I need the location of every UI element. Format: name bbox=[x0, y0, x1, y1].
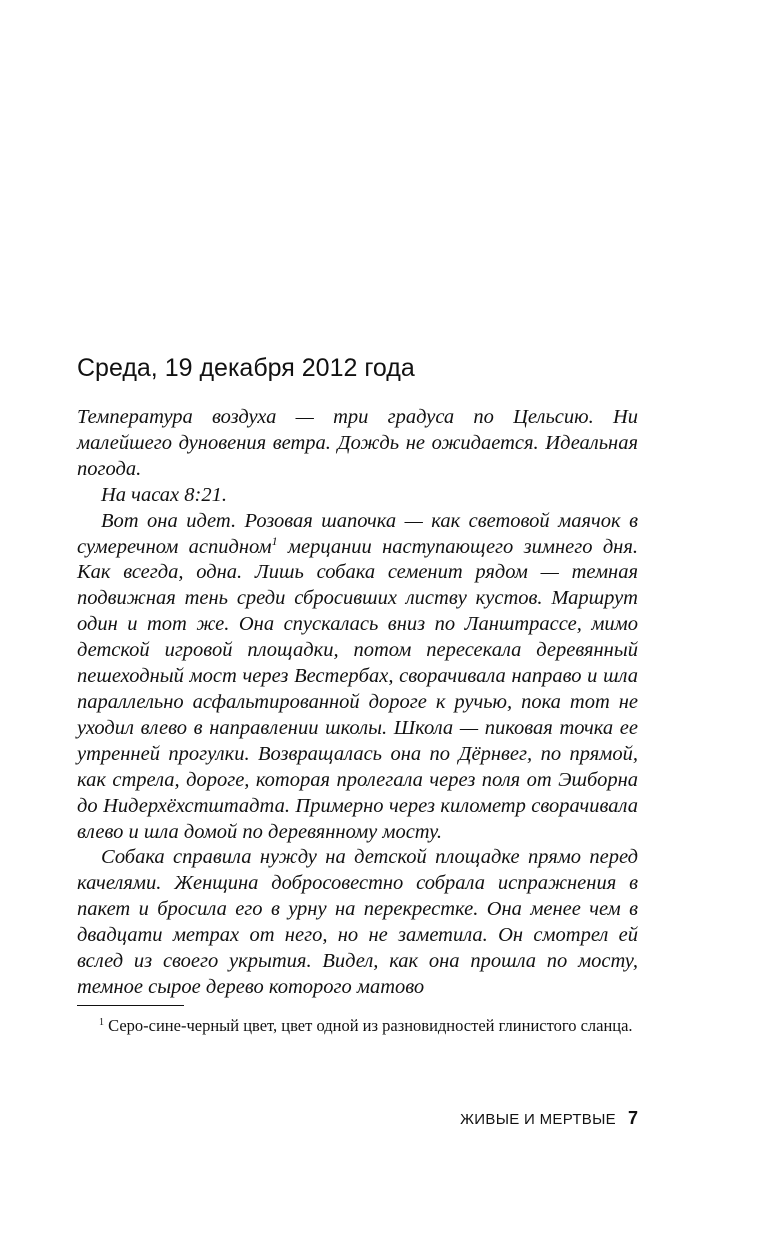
chapter-heading: Среда, 19 декабря 2012 года bbox=[77, 354, 415, 382]
footnote-marker: 1 bbox=[99, 1017, 104, 1028]
footnote-reference: 1 bbox=[271, 533, 278, 548]
paragraph-dog: Собака справила нужду на детской площадке прямо перед качелями. Женщина добросовестно собрала испражнения в пакет и бросила его в урну на перекрестке. Она менее чем в двадцати метрах от него, но не заметила. Он смотрел ей вслед из своего укрытия. Видел, как она прошла по мосту, темное сырое дерево которого матово bbox=[77, 846, 638, 998]
paragraph-time: На часах 8:21. bbox=[101, 483, 227, 506]
page-number: 7 bbox=[627, 1108, 638, 1128]
paragraph-route-text-after: мерцании наступающего зимнего дня. Как всегда, одна. Лишь собака семенит рядом — темная подвижная тень среди сбросивших листву кустов. Маршрут один и тот же. Она спускалась вниз по Ланштрассе, мимо детской игровой площадки, потом пересекала деревянный пешеходный мост через Вестербах, сворачивала направо и шла параллельно асфальтированной дороге к ручью, пока тот не уходил влево в направлении школы. Школа — пиковая точка ее утренней прогулки. Возвращалась она по Дёрнвег, по прямой, как стрела, дороге, которая пролегала через поля от Эшборна до Нидерхёхстштадта. Примерно через километр сворачивала влево и шла домой по деревянному мосту. bbox=[77, 535, 639, 843]
paragraph-route-text-before: Вот она идет. Розовая шапочка — как световой маячок в сумеречном аспидном bbox=[77, 509, 638, 558]
running-title: ЖИВЫЕ И МЕРТВЫЕ bbox=[460, 1111, 616, 1128]
footnote-divider bbox=[77, 1005, 184, 1006]
body-text bbox=[77, 405, 638, 1001]
footnote-text: Серо-сине-черный цвет, цвет одной из разновидностей глинистого сланца. bbox=[108, 1016, 633, 1035]
running-footer bbox=[77, 1106, 638, 1132]
footnote bbox=[77, 1015, 638, 1037]
paragraph-route bbox=[77, 509, 638, 846]
paragraph-weather: Температура воздуха — три градуса по Цельсию. Ни малейшего дуновения ветра. Дождь не ожидается. Идеальная погода. bbox=[77, 406, 638, 480]
